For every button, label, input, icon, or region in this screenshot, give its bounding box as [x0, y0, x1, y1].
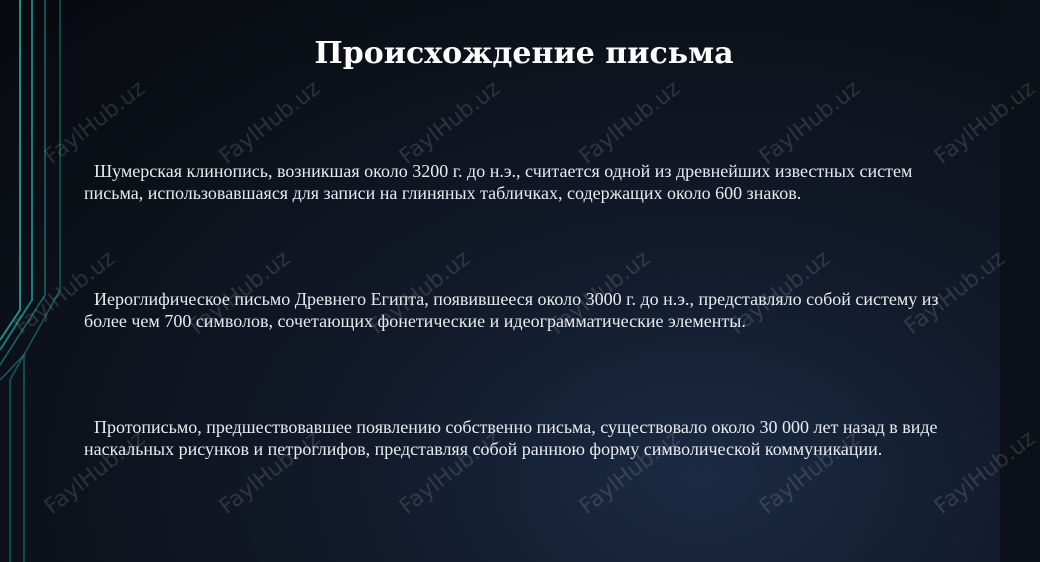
- slide-title: Происхождение письма: [314, 36, 734, 71]
- decorative-lines: [0, 0, 120, 562]
- watermark-text: FaylHub.uz: [725, 246, 836, 340]
- watermark-text: FaylHub.uz: [185, 246, 296, 340]
- deco-line-5: [0, 355, 24, 562]
- paragraph-egyptian: Иероглифическое письмо Древнего Египта, появившееся около 3000 г. до н.э., представляло собой систему из более чем 700 символов, сочетающих фонетические и идеограмматические элементы.: [84, 289, 939, 331]
- watermark-text: FaylHub.uz: [395, 76, 506, 170]
- watermark-text: FaylHub.uz: [365, 246, 476, 340]
- watermark-text: FaylHub.uz: [755, 426, 866, 520]
- watermark-text: FaylHub.uz: [930, 426, 1040, 520]
- watermark-text: FaylHub.uz: [900, 246, 1011, 340]
- watermark-text: FaylHub.uz: [575, 76, 686, 170]
- watermark-text: FaylHub.uz: [545, 246, 656, 340]
- watermark-text: FaylHub.uz: [215, 76, 326, 170]
- paragraph-protowriting: Протописьмо, предшествовавшее появлению собственно письма, существовало около 30 000 лет назад в виде наскальных рисунков и петроглифов, представляя собой раннюю форму символической коммуникации.: [84, 417, 938, 459]
- watermark-text: FaylHub.uz: [215, 426, 326, 520]
- watermark-text: FaylHub.uz: [395, 426, 506, 520]
- deco-line-3: [0, 0, 45, 365]
- watermark-text: FaylHub.uz: [930, 76, 1040, 170]
- deco-line-2: [0, 0, 32, 350]
- watermark-text: FaylHub.uz: [10, 246, 121, 340]
- watermark-text: FaylHub.uz: [40, 76, 151, 170]
- deco-line-4: [10, 0, 60, 562]
- deco-line-1: [0, 0, 20, 340]
- watermark-text: FaylHub.uz: [755, 76, 866, 170]
- watermark-text: FaylHub.uz: [40, 426, 151, 520]
- watermark-text: FaylHub.uz: [575, 426, 686, 520]
- paragraph-sumerian: Шумерская клинопись, возникшая около 3200 г. до н.э., считается одной из древнейших известных систем письма, использовавшаяся для записи на глиняных табличках, содержащих около 600 знаков.: [84, 161, 913, 203]
